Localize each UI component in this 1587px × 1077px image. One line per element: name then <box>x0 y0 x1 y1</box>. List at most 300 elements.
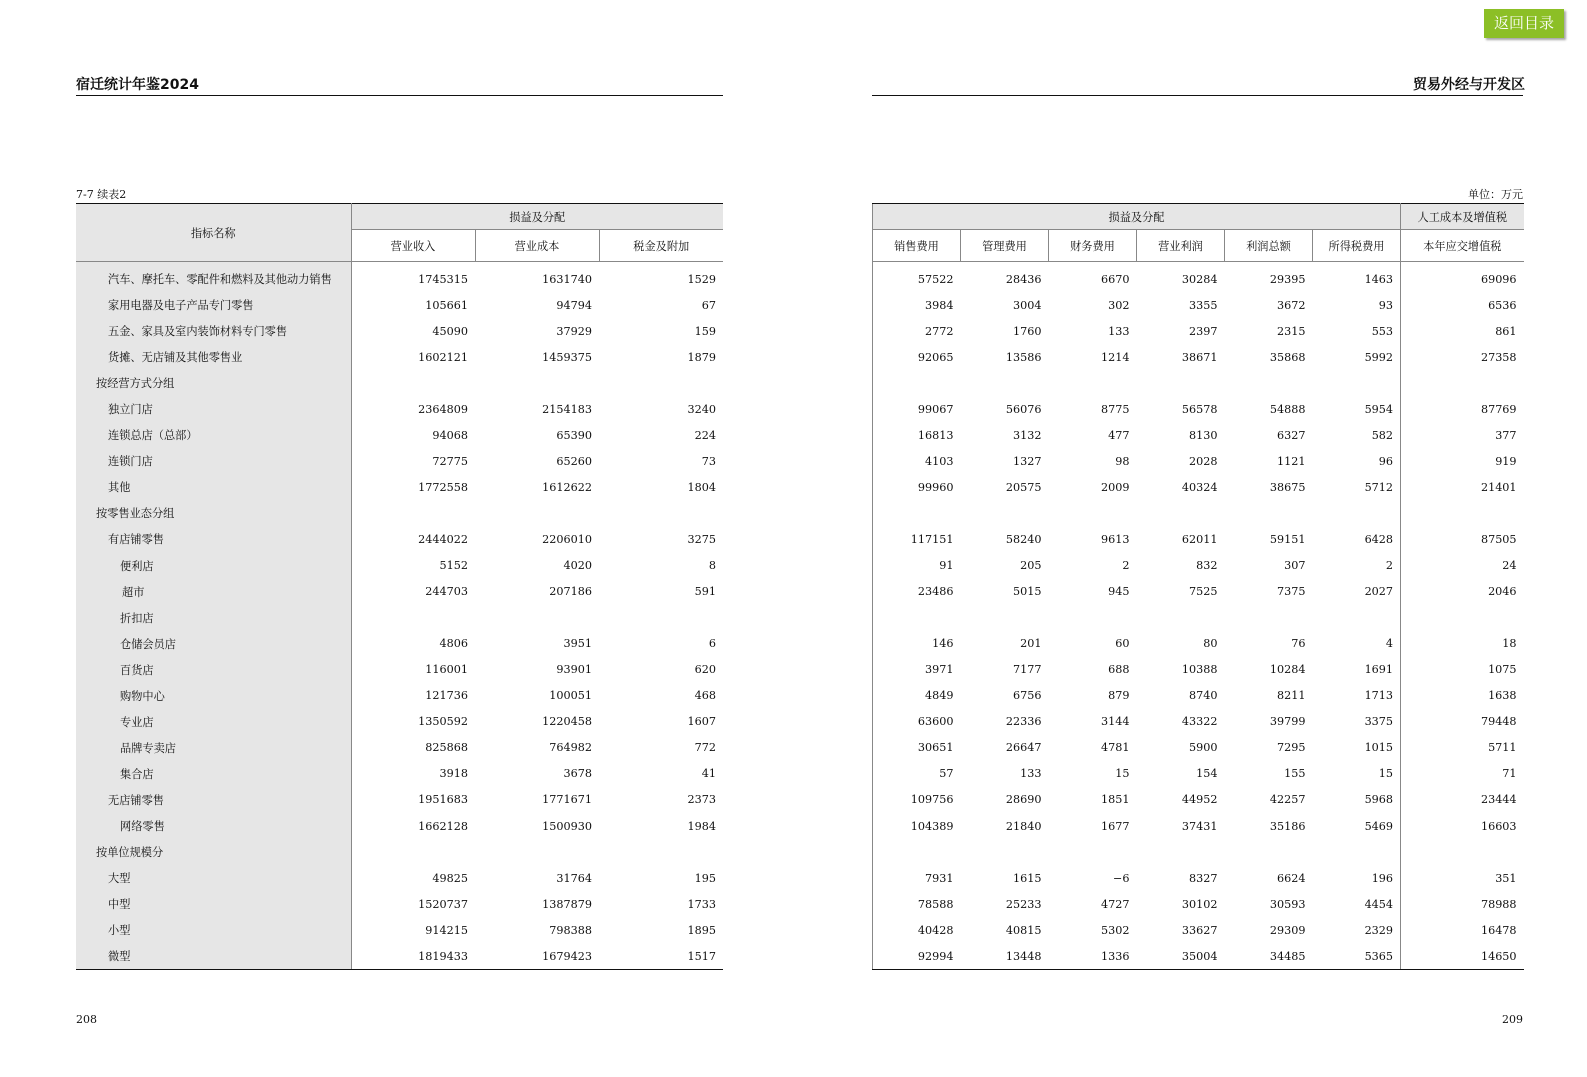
table-cell: 91 <box>873 553 961 579</box>
table-cell: 351 <box>1495 871 1517 885</box>
table-row <box>873 262 1524 293</box>
table-row <box>873 917 1524 943</box>
table-cell: 1387879 <box>542 897 592 911</box>
table-cell: 40428 <box>873 917 961 943</box>
table-cell: 1459375 <box>542 350 592 364</box>
table-row <box>76 735 723 761</box>
table-cell: 1851 <box>1101 793 1130 807</box>
table-cell: 40815 <box>1005 923 1042 937</box>
page-number-left: 208 <box>76 1013 97 1026</box>
table-cell: 1771671 <box>542 793 592 807</box>
table-cell: 76 <box>1291 637 1306 651</box>
table-cell: 772 <box>694 741 717 755</box>
table-cell: 6 <box>708 637 717 651</box>
table-cell: 99960 <box>873 474 961 500</box>
table-row <box>873 787 1524 813</box>
col-header: 销售费用 <box>873 230 961 262</box>
table-cell: 13586 <box>1005 350 1042 364</box>
table-cell: 620 <box>694 663 717 677</box>
table-row <box>76 370 723 396</box>
table-cell: 1602121 <box>418 350 468 364</box>
table-cell: 146 <box>873 631 961 657</box>
table-cell <box>599 839 723 865</box>
table-cell: 38675 <box>1269 480 1306 494</box>
table-cell: 6756 <box>1013 689 1042 703</box>
table-cell: 73 <box>701 454 717 468</box>
table-cell: 63600 <box>873 709 961 735</box>
table-cell <box>1401 500 1524 526</box>
table-cell: 62011 <box>1181 532 1218 546</box>
table-cell: 72775 <box>432 454 468 468</box>
table-cell <box>1313 605 1401 631</box>
table-cell: 5365 <box>1313 943 1401 970</box>
table-cell: 96 <box>1313 448 1401 474</box>
table-cell: 57 <box>873 761 961 787</box>
table-cell <box>1049 370 1137 396</box>
table-cell <box>1137 605 1225 631</box>
table-cell <box>961 605 1049 631</box>
table-cell: 4020 <box>563 559 592 573</box>
table-row <box>76 292 723 318</box>
table-cell <box>1313 370 1401 396</box>
table-cell: 14650 <box>1401 943 1524 970</box>
table-row <box>873 761 1524 787</box>
table-cell: 2329 <box>1313 917 1401 943</box>
row-label: 超市 <box>76 579 351 605</box>
table-cell: 1662128 <box>418 819 468 833</box>
table-cell: 31764 <box>556 871 592 885</box>
table-cell: 2009 <box>1101 480 1130 494</box>
table-cell: 4806 <box>439 637 468 651</box>
table-cell <box>1225 839 1313 865</box>
table-cell <box>1225 605 1313 631</box>
row-label: 购物中心 <box>76 683 351 709</box>
col-header: 营业成本 <box>475 230 599 262</box>
col-header: 税金及附加 <box>599 230 723 262</box>
table-cell: 4103 <box>873 448 961 474</box>
table-cell: 98 <box>1115 454 1130 468</box>
table-row <box>873 553 1524 579</box>
table-cell <box>475 839 599 865</box>
table-cell: 24 <box>1502 559 1517 573</box>
left-running-header: 宿迁统计年鉴2024 <box>76 77 199 93</box>
table-cell: 3004 <box>1013 298 1042 312</box>
table-cell: 2373 <box>687 793 717 807</box>
table-cell: 1220458 <box>542 715 592 729</box>
table-cell <box>351 370 475 396</box>
table-cell: 18 <box>1502 637 1517 651</box>
table-cell: 23444 <box>1480 793 1517 807</box>
table-cell: 133 <box>1108 324 1130 338</box>
table-cell: 2154183 <box>542 402 592 416</box>
table-cell: 7931 <box>873 865 961 891</box>
indicator-name-header: 指标名称 <box>76 204 351 262</box>
col-header: 利润总额 <box>1225 230 1313 262</box>
table-row <box>76 943 723 970</box>
table-cell: 914215 <box>425 923 468 937</box>
table-cell: 56076 <box>1005 402 1042 416</box>
table-row <box>873 605 1524 631</box>
table-row <box>873 683 1524 709</box>
table-cell: 1879 <box>687 350 717 364</box>
table-row <box>76 605 723 631</box>
table-cell: 7525 <box>1189 585 1218 599</box>
table-cell: 13448 <box>961 943 1049 970</box>
table-cell: 104389 <box>873 813 961 839</box>
table-cell: 116001 <box>425 663 468 677</box>
table-row <box>873 370 1524 396</box>
table-cell: 78988 <box>1480 897 1517 911</box>
col-header: 所得税费用 <box>1313 230 1401 262</box>
table-cell: 3240 <box>687 402 717 416</box>
table-cell: 3918 <box>439 767 468 781</box>
table-cell <box>873 370 961 396</box>
table-row <box>873 526 1524 552</box>
table-cell <box>1313 839 1401 865</box>
table-cell: 10388 <box>1181 663 1218 677</box>
table-cell: 1615 <box>1013 871 1042 885</box>
table-cell: 6624 <box>1277 871 1306 885</box>
table-cell: 1895 <box>687 923 717 937</box>
table-cell: 4 <box>1313 631 1401 657</box>
table-cell: 196 <box>1313 865 1401 891</box>
table-cell: 582 <box>1313 422 1401 448</box>
table-row <box>873 943 1524 970</box>
row-label: 有店铺零售 <box>76 526 351 552</box>
table-cell: 377 <box>1495 428 1517 442</box>
table-cell: 30284 <box>1181 272 1218 286</box>
table-row <box>873 709 1524 735</box>
row-label: 百货店 <box>76 657 351 683</box>
right-group-header: 损益及分配 <box>873 204 1401 230</box>
right-data-table <box>872 203 1524 970</box>
table-cell: 15 <box>1313 761 1401 787</box>
table-cell: 59151 <box>1269 532 1306 546</box>
table-cell: 54888 <box>1269 402 1306 416</box>
table-cell: 44952 <box>1181 793 1218 807</box>
table-cell: 6327 <box>1277 428 1306 442</box>
row-label: 折扣店 <box>76 605 351 631</box>
col-header: 营业利润 <box>1137 230 1225 262</box>
table-row <box>76 500 723 526</box>
table-cell: 1327 <box>1013 454 1042 468</box>
table-row <box>76 579 723 605</box>
table-cell <box>1225 500 1313 526</box>
col-header: 本年应交增值税 <box>1401 230 1524 262</box>
table-cell <box>1137 500 1225 526</box>
table-cell <box>1049 500 1137 526</box>
table-cell: 10284 <box>1269 663 1306 677</box>
row-label: 网络零售 <box>76 813 351 839</box>
table-cell: 42257 <box>1269 793 1306 807</box>
table-row <box>76 657 723 683</box>
table-row <box>873 292 1524 318</box>
table-cell <box>961 839 1049 865</box>
row-label: 品牌专卖店 <box>76 735 351 761</box>
table-cell: 1350592 <box>418 715 468 729</box>
table-cell: 861 <box>1495 324 1517 338</box>
table-cell: 4849 <box>873 683 961 709</box>
table-row <box>76 344 723 370</box>
table-cell: 25233 <box>1005 897 1042 911</box>
table-cell: 38671 <box>1181 350 1218 364</box>
table-cell <box>599 605 723 631</box>
table-cell: 1951683 <box>418 793 468 807</box>
table-cell: 6428 <box>1313 526 1401 552</box>
table-cell: 40324 <box>1181 480 1218 494</box>
table-cell: 2364809 <box>418 402 468 416</box>
table-cell: 41 <box>701 767 717 781</box>
table-cell <box>873 839 961 865</box>
left-header-rule <box>76 95 723 96</box>
table-row <box>76 917 723 943</box>
table-cell: 1677 <box>1101 819 1130 833</box>
table-row <box>873 396 1524 422</box>
table-cell: 798388 <box>549 923 592 937</box>
table-row <box>873 448 1524 474</box>
table-cell: 154 <box>1196 767 1218 781</box>
table-row <box>873 500 1524 526</box>
col-header: 管理费用 <box>961 230 1049 262</box>
table-cell: 121736 <box>425 689 468 703</box>
table-row <box>76 787 723 813</box>
table-cell: 94068 <box>432 428 468 442</box>
table-cell: 468 <box>694 689 717 703</box>
table-cell: 117151 <box>873 526 961 552</box>
table-cell: 919 <box>1495 454 1517 468</box>
table-row <box>873 631 1524 657</box>
table-cell: 92994 <box>873 943 961 970</box>
table-row <box>873 579 1524 605</box>
right-header-rule <box>872 95 1523 96</box>
table-row <box>873 422 1524 448</box>
table-cell <box>475 500 599 526</box>
table-cell: 1679423 <box>475 943 599 970</box>
table-cell: 35004 <box>1137 943 1225 970</box>
row-label: 其他 <box>76 474 351 500</box>
col-header: 财务费用 <box>1049 230 1137 262</box>
table-row <box>76 474 723 500</box>
table-cell: 37929 <box>556 324 592 338</box>
table-cell <box>475 605 599 631</box>
row-label: 独立门店 <box>76 396 351 422</box>
table-cell: 35868 <box>1269 350 1306 364</box>
table-cell: 1500930 <box>542 819 592 833</box>
table-cell: 65390 <box>556 428 592 442</box>
table-row <box>76 526 723 552</box>
table-cell: 1517 <box>599 943 723 970</box>
table-cell: 1819433 <box>351 943 475 970</box>
table-cell: 58240 <box>1005 532 1042 546</box>
table-cell: 8740 <box>1189 689 1218 703</box>
table-cell: 29395 <box>1269 272 1306 286</box>
row-label: 按零售业态分组 <box>76 500 351 526</box>
table-row <box>873 474 1524 500</box>
table-cell: 3971 <box>873 657 961 683</box>
table-row <box>76 813 723 839</box>
table-cell: 1691 <box>1313 657 1401 683</box>
table-cell: 7295 <box>1277 741 1306 755</box>
table-cell: 20575 <box>1005 480 1042 494</box>
table-id: 7-7 续表2 <box>76 188 127 201</box>
table-cell: 1745315 <box>418 272 468 286</box>
table-cell: 553 <box>1313 318 1401 344</box>
table-cell: 57522 <box>873 262 961 293</box>
table-cell: 37431 <box>1181 819 1218 833</box>
table-cell: 307 <box>1284 559 1306 573</box>
table-cell <box>961 370 1049 396</box>
row-label: 小型 <box>76 917 351 943</box>
table-cell: 1015 <box>1313 735 1401 761</box>
table-cell: 99067 <box>873 396 961 422</box>
table-cell: −6 <box>1113 871 1130 885</box>
table-cell <box>961 500 1049 526</box>
table-row <box>873 865 1524 891</box>
table-cell: 205 <box>1020 559 1042 573</box>
table-cell: 2046 <box>1488 585 1517 599</box>
table-cell: 4781 <box>1101 741 1130 755</box>
table-cell: 1772558 <box>418 480 468 494</box>
table-cell: 87505 <box>1480 532 1517 546</box>
table-cell: 26647 <box>1005 741 1042 755</box>
back-to-contents-button[interactable]: 返回目录 <box>1484 9 1564 38</box>
table-cell: 43322 <box>1181 715 1218 729</box>
row-label: 便利店 <box>76 553 351 579</box>
table-row <box>76 683 723 709</box>
table-cell <box>1049 839 1137 865</box>
row-label: 货摊、无店铺及其他零售业 <box>76 344 351 370</box>
table-cell: 591 <box>694 585 717 599</box>
table-row <box>76 553 723 579</box>
table-row <box>76 891 723 917</box>
table-cell <box>351 500 475 526</box>
table-cell <box>475 370 599 396</box>
table-cell <box>1401 839 1524 865</box>
row-label: 连锁门店 <box>76 448 351 474</box>
table-cell: 3951 <box>563 637 592 651</box>
table-cell: 1804 <box>687 480 717 494</box>
table-cell: 7375 <box>1277 585 1306 599</box>
page-number-right: 209 <box>1502 1013 1523 1026</box>
table-cell: 2 <box>1122 559 1130 573</box>
table-cell: 6670 <box>1101 272 1130 286</box>
table-cell: 39799 <box>1269 715 1306 729</box>
table-cell: 1638 <box>1488 689 1517 703</box>
table-cell: 8 <box>708 559 717 573</box>
table-cell: 832 <box>1196 559 1218 573</box>
table-cell: 92065 <box>873 344 961 370</box>
table-cell: 1612622 <box>542 480 592 494</box>
table-cell: 764982 <box>549 741 592 755</box>
table-cell: 5954 <box>1313 396 1401 422</box>
table-cell: 1713 <box>1313 683 1401 709</box>
row-label: 集合店 <box>76 761 351 787</box>
table-cell: 109756 <box>873 787 961 813</box>
left-group-header: 损益及分配 <box>351 204 723 230</box>
table-cell: 3144 <box>1101 715 1130 729</box>
table-cell: 2028 <box>1189 454 1218 468</box>
table-cell <box>873 605 961 631</box>
table-cell: 688 <box>1108 663 1130 677</box>
row-label: 连锁总店（总部） <box>76 422 351 448</box>
table-cell: 34485 <box>1225 943 1313 970</box>
table-cell <box>1225 370 1313 396</box>
table-cell: 3132 <box>1013 428 1042 442</box>
table-cell: 28436 <box>1005 272 1042 286</box>
table-cell: 21401 <box>1480 480 1517 494</box>
table-cell: 2397 <box>1189 324 1218 338</box>
table-cell: 69096 <box>1480 272 1517 286</box>
row-label: 微型 <box>76 943 351 970</box>
table-cell: 3984 <box>873 292 961 318</box>
table-cell: 302 <box>1108 298 1130 312</box>
table-cell: 93901 <box>556 663 592 677</box>
table-cell: 67 <box>701 298 717 312</box>
table-cell: 16603 <box>1480 819 1517 833</box>
table-cell: 16478 <box>1480 923 1517 937</box>
table-cell: 2444022 <box>418 532 468 546</box>
table-cell: 100051 <box>549 689 592 703</box>
table-cell: 1631740 <box>542 272 592 286</box>
table-cell: 207186 <box>549 585 592 599</box>
table-cell: 5900 <box>1189 741 1218 755</box>
left-data-table <box>76 203 723 970</box>
table-cell: 27358 <box>1480 350 1517 364</box>
row-label: 大型 <box>76 865 351 891</box>
table-cell: 2772 <box>873 318 961 344</box>
table-cell <box>1313 500 1401 526</box>
table-cell: 8211 <box>1277 689 1306 703</box>
row-label: 家用电器及电子产品专门零售 <box>76 292 351 318</box>
table-row <box>873 735 1524 761</box>
table-cell: 5469 <box>1313 813 1401 839</box>
right-group-header-labor: 人工成本及增值税 <box>1401 204 1524 230</box>
table-cell: 1733 <box>687 897 717 911</box>
table-cell <box>599 370 723 396</box>
table-row <box>873 344 1524 370</box>
table-cell: 3672 <box>1277 298 1306 312</box>
table-cell: 105661 <box>425 298 468 312</box>
table-cell: 49825 <box>432 871 468 885</box>
table-cell <box>873 500 961 526</box>
table-cell: 21840 <box>1005 819 1042 833</box>
table-cell: 5992 <box>1313 344 1401 370</box>
table-cell: 1520737 <box>418 897 468 911</box>
table-cell: 79448 <box>1480 715 1517 729</box>
table-cell: 3678 <box>563 767 592 781</box>
table-cell <box>1049 605 1137 631</box>
table-cell: 1075 <box>1488 663 1517 677</box>
table-cell: 30651 <box>873 735 961 761</box>
table-cell: 33627 <box>1181 923 1218 937</box>
table-cell: 1984 <box>687 819 717 833</box>
table-cell: 30593 <box>1269 897 1306 911</box>
table-cell: 22336 <box>1005 715 1042 729</box>
table-cell: 87769 <box>1480 402 1517 416</box>
table-row <box>873 839 1524 865</box>
row-label: 汽车、摩托车、零配件和燃料及其他动力销售 <box>76 262 351 293</box>
table-row <box>76 839 723 865</box>
row-label: 中型 <box>76 891 351 917</box>
col-header: 营业收入 <box>351 230 475 262</box>
table-cell <box>351 605 475 631</box>
table-cell: 1121 <box>1277 454 1306 468</box>
table-cell: 1463 <box>1313 262 1401 293</box>
table-cell: 2315 <box>1277 324 1306 338</box>
table-cell: 224 <box>694 428 717 442</box>
table-row <box>76 761 723 787</box>
table-cell: 2 <box>1313 553 1401 579</box>
